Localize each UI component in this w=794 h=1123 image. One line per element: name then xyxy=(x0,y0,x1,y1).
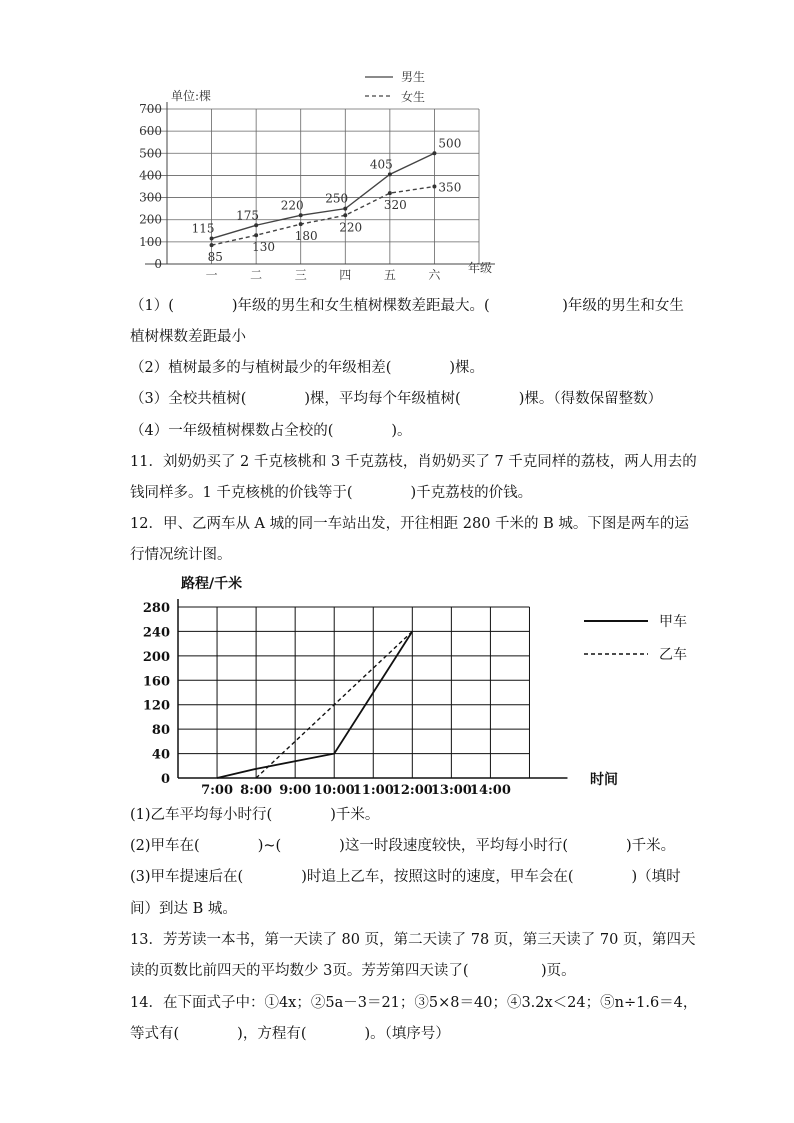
q14-line2: 等式有( )，方程有( )。（填序号） xyxy=(130,1026,450,1042)
chart1-data-point xyxy=(343,213,347,217)
chart1-data-label: 85 xyxy=(207,250,223,265)
chart1-data-point xyxy=(299,213,303,217)
q11-line1: 11．刘奶奶买了 2 千克核桃和 3 千克荔枝，肖奶奶买了 7 千克同样的荔枝，两人用去的 xyxy=(130,454,697,470)
chart1-data-label: 405 xyxy=(369,157,393,172)
chart1-x-tick-label: 三 xyxy=(294,268,307,282)
chart1-data-label: 350 xyxy=(438,180,462,195)
q10-sub1-line1: （1）( )年级的男生和女生植树棵数差距最大。( )年级的男生和女生 xyxy=(130,298,684,314)
chart1-data-point xyxy=(388,191,392,195)
chart1-data-point xyxy=(432,151,436,155)
q12-sub3-line1: (3)甲车提速后在( )时追上乙车，按照这时的速度，甲车会在( )（填时 xyxy=(130,869,681,885)
q10-sub3: （3）全校共植树( )棵，平均每个年级植树( )棵。（得数保留整数） xyxy=(130,391,663,407)
chart1-data-point xyxy=(210,237,214,241)
q13-line1: 13．芳芳读一本书，第一天读了 80 页，第二天读了 78 页，第三天读了 70 页，第四天 xyxy=(130,932,696,948)
chart1-y-tick-label: 0 xyxy=(154,257,162,271)
chart2-x-tick-label: 14:00 xyxy=(469,783,511,798)
chart1-data-point xyxy=(432,185,436,189)
chart1-data-label: 130 xyxy=(252,240,276,255)
chart2-x-tick-label: 8:00 xyxy=(240,783,273,798)
chart2-x-tick-label: 7:00 xyxy=(201,783,234,798)
chart2-y-tick-label: 0 xyxy=(160,772,170,787)
car-travel-chart xyxy=(135,568,710,804)
chart1-x-tick-label: 二 xyxy=(250,268,263,282)
chart1-y-tick-label: 600 xyxy=(139,124,162,139)
chart1-data-label: 250 xyxy=(325,191,349,206)
q11-line2: 钱同样多。1 千克核桃的价钱等于( )千克荔枝的价钱。 xyxy=(130,485,533,501)
q12-sub3-line2: 间）到达 B 城。 xyxy=(130,901,237,917)
q10-sub2: （2）植树最多的与植树最少的年级相差( )棵。 xyxy=(130,360,485,376)
chart2-x-tick-label: 10:00 xyxy=(313,783,355,798)
chart1-data-label: 175 xyxy=(236,208,260,223)
chart1-unit-label: 单位:棵 xyxy=(171,89,212,103)
chart2-legend-car-b: 乙车 xyxy=(659,647,687,663)
chart1-data-label: 500 xyxy=(438,136,462,151)
chart2-x-tick-label: 11:00 xyxy=(352,783,394,798)
q10-sub1-line2: 植树棵数差距最小 xyxy=(130,329,246,345)
chart1-x-tick-label: 五 xyxy=(383,268,396,282)
chart2-legend-car-a: 甲车 xyxy=(659,614,687,630)
chart2-x-tick-label: 12:00 xyxy=(391,783,433,798)
chart1-y-tick-label: 100 xyxy=(139,234,162,249)
chart1-y-tick-label: 500 xyxy=(139,146,162,161)
chart2-x-axis-label: 时间 xyxy=(590,772,618,788)
chart2-y-tick-label: 240 xyxy=(142,625,170,641)
chart1-y-tick-label: 300 xyxy=(139,190,162,205)
chart1-data-label: 220 xyxy=(339,220,363,235)
chart1-x-tick-label: 一 xyxy=(205,268,218,282)
q12-line2: 行情况统计图。 xyxy=(130,547,232,563)
chart1-y-tick-label: 200 xyxy=(139,212,162,227)
chart2-y-tick-label: 40 xyxy=(151,747,170,763)
chart2-y-tick-label: 160 xyxy=(142,674,170,690)
chart2-y-tick-label: 80 xyxy=(151,723,170,739)
chart1-data-label: 320 xyxy=(383,198,407,213)
chart1-data-point xyxy=(299,222,303,226)
chart1-legend-boys: 男生 xyxy=(401,70,426,84)
q10-sub4: （4）一年级植树棵数占全校的( )。 xyxy=(130,423,412,439)
chart1-data-point xyxy=(254,233,258,237)
chart2-y-tick-label: 200 xyxy=(142,649,170,665)
chart1-legend-girls: 女生 xyxy=(401,90,426,104)
chart2-y-tick-label: 120 xyxy=(142,698,170,714)
chart1-y-tick-label: 400 xyxy=(139,168,162,183)
chart1-series-boys-line xyxy=(212,153,435,238)
chart2-y-tick-label: 280 xyxy=(142,601,170,616)
chart2-x-tick-label: 13:00 xyxy=(430,783,472,798)
chart1-x-axis-label: 年级 xyxy=(468,261,493,275)
chart1-x-tick-label: 六 xyxy=(428,268,441,282)
chart1-data-point xyxy=(343,207,347,211)
chart2-x-tick-label: 9:00 xyxy=(279,783,312,798)
chart1-data-point xyxy=(210,243,214,247)
q12-sub2: (2)甲车在( )~( )这一时段速度较快，平均每小时行( )千米。 xyxy=(130,838,676,854)
chart1-data-point xyxy=(388,172,392,176)
chart1-y-tick-label: 700 xyxy=(139,102,162,116)
q12-line1: 12．甲、乙两车从 A 城的同一车站出发，开往相距 280 千米的 B 城。下图是两车的运 xyxy=(130,516,689,532)
q13-line2: 读的页数比前四天的平均数少 3页。芳芳第四天读了( )页。 xyxy=(130,963,576,979)
chart2-y-axis-label: 路程/千米 xyxy=(181,576,243,592)
q12-sub1: (1)乙车平均每小时行( )千米。 xyxy=(130,807,380,823)
chart1-data-label: 220 xyxy=(280,198,304,213)
chart1-data-label: 115 xyxy=(191,221,215,236)
chart1-data-label: 180 xyxy=(294,229,318,244)
q14-line1: 14．在下面式子中：①4x；②5a－3＝21；③5×8＝40；④3.2x＜24；⑤n÷1.6＝4， xyxy=(130,995,698,1011)
chart1-x-tick-label: 四 xyxy=(339,268,352,282)
tree-planting-chart xyxy=(135,62,510,282)
chart1-data-point xyxy=(254,223,258,227)
